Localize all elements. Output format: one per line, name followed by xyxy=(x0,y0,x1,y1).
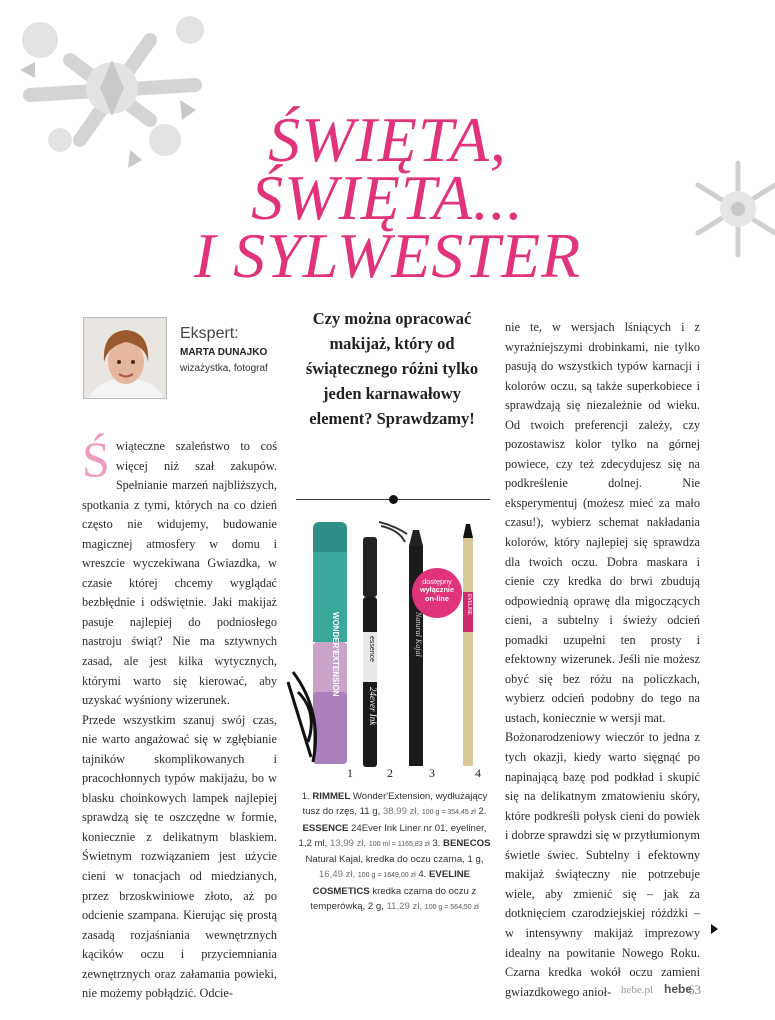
paragraph-1: wiąteczne szaleństwo to coś więcej niż szał zakupów. Spełnianie marzeń najbliższych, spotkania z tymi, których na co dzień często nie widujemy, budowanie magicznej atmosfery w domu i wreszcie wyczekiwana Gwiazdka, w czasie której chcemy wyglądać bezbłędnie i odświętnie. Jaki makijaż pasuje najlepiej do podniosłego nastroju świąt? Nie ma sztywnych zasad, ale jest kilka wytycznych, którymi warto się kierować, aby uzyskać wyśniony wizerunek. xyxy=(82,439,277,708)
badge-line-2: wyłącznie xyxy=(419,585,455,595)
product-number-1: 1 xyxy=(347,766,353,780)
caption-price-4: 11,29 zł, xyxy=(386,901,423,913)
article-column-3 xyxy=(505,318,700,1002)
product-number-2: 2 xyxy=(387,766,393,780)
lead-question: Czy można opracować makijaż, który od świątecznego różni tylko jeden karnawałowy element? Sprawdzamy! xyxy=(305,309,479,428)
product-caption xyxy=(296,789,493,915)
badge-line-1: dostępny xyxy=(422,577,452,586)
page-number: 63 xyxy=(688,982,701,997)
caption-n4: 4. xyxy=(418,869,427,881)
expert-name: MARTA DUNAJKO xyxy=(180,347,268,358)
rimmel-mascara xyxy=(313,522,347,764)
article-column-1 xyxy=(82,431,277,1004)
eveline-pencil xyxy=(463,524,473,766)
badge-line-3: on-line xyxy=(425,593,449,603)
essence-eyeliner xyxy=(363,537,378,767)
expert-photo xyxy=(83,317,167,399)
footer-brand: hebe xyxy=(664,982,693,996)
paragraph-2: Przede wszystkim szanuj swój czas, nie warto angażować się w zgłębianie tajników skomplikowanych i pracochłonnych typów makijażu, bo w blasku choinkowych lampek najlepiej sprawdzą się te oszczędne w formie, koniecznie z delikatnym blaskiem. Świetnym rozwiązaniem jest użycie cieni w tonacjach od miedzianych, przez brzoskwiniowe złoto, aż po odcienie szampana. Kierując się prostą zasadą rozjaśniania wewnętrznych kącików oczu i przyciemniania zewnętrznych oraz załamania powieki, nie możemy pobłądzić. Odcie- xyxy=(82,712,277,1001)
products-image xyxy=(283,512,493,784)
title-line-3: I SYLWESTER xyxy=(193,220,582,291)
caption-desc-1: Wonder'Extension, wydłużający tusz do rzęs, 11 g, xyxy=(302,791,488,818)
ink-label: 24ever Ink xyxy=(368,687,378,726)
caption-desc-4: kredka czarna do oczu z temperówką, 2 g, xyxy=(310,885,477,913)
essence-label: essence xyxy=(368,636,375,663)
caption-price-2: 13,99 zł, xyxy=(329,837,367,849)
caption-n1: 1. xyxy=(301,791,310,802)
paragraph-3: nie te, w wersjach lśniących i z wyraźniejszymi drobinkami, nie tylko pasują do wszystkich typów karnacji i kolorów oczu, są także superkobiece i sprawdzają się niezależnie od wieku. Od twoich preferencji zależy, czy pozostawisz kolor tylko na górnej powiece, czy też zdecydujesz się na podkreślenie dolnej. Nie eksperymentuj (możesz mieć za mało czasu!), wybierz schemat nakładania kolorów, który najlepiej się sprawdza dla twoich oczu. Dobra maskara i cienie czy kredka do brwi zbudują odpowiednią oprawę dla migoczących cieni, a subtelny i świeży odcień pomadki uzupełni ten prosty i efektowny wizerunek. Jeśli nie możesz obyć się bez różu na policzkach, wybierz odcień podobny do tego na ustach, koniecznie w wersji mat. xyxy=(505,320,700,725)
title-line-1: ŚWIĘTA, xyxy=(268,104,507,175)
benecos-label: Natural Kajal xyxy=(414,612,423,657)
caption-price-3: 16,49 zł, xyxy=(318,869,356,881)
paragraph-4: Bożonarodzeniowy wieczór to jedna z tych okazji, kiedy warto sięgnąć po napinającą bazę pod podkład i skupić się na delikatnym zmatowieniu skóry, które podkreśli połysk cieni do powiek i dobrze sprawdzi się w przytłumionym świetle świec. Subtelny i efektowny makijaż świąteczny nie potrzebuje wiele, aby zmienić się – jak za dotknięciem czarodziejskiej różdżki – w intensywny makijaż imprezowy idealny na powitanie Nowego Roku. Czarna kredka wokół oczu zamieni gwiazdkowego anioł- xyxy=(505,730,700,999)
rimmel-box-label: WONDER'EXTENSION xyxy=(331,612,340,697)
caption-price-1: 38,99 zł, xyxy=(382,806,420,818)
eveline-label: EVELINE xyxy=(466,594,472,616)
expert-role: wizażystka, fotograf xyxy=(180,363,268,374)
online-badge xyxy=(412,568,462,618)
caption-brand-4: EVELINE COSMETICS xyxy=(312,869,471,897)
caption-brand-3: BENECOS xyxy=(443,837,491,849)
continue-arrow-icon xyxy=(711,924,718,934)
lashes-swatch xyxy=(288,672,316,762)
caption-brand-2: ESSENCE xyxy=(302,822,349,834)
expert-label: Ekspert: xyxy=(180,325,239,342)
divider-dot xyxy=(389,495,398,504)
footer-site: hebe.pl xyxy=(621,984,654,996)
product-number-4: 4 xyxy=(475,766,481,780)
caption-unit-3: 100 g = 1649,00 zł xyxy=(357,872,416,880)
caption-unit-1: 100 g = 354,45 zł xyxy=(421,809,476,817)
title-line-2: ŚWIĘTA... xyxy=(251,162,524,233)
benecos-pencil xyxy=(409,530,423,766)
dropcap: Ś xyxy=(82,431,110,487)
caption-n2: 2. xyxy=(478,806,487,818)
caption-brand-1: RIMMEL xyxy=(312,791,351,802)
product-number-3: 3 xyxy=(429,766,435,780)
caption-unit-4: 100 g = 564,50 zł xyxy=(424,904,479,912)
caption-desc-2: 24Ever Ink Liner nr 01, eyeliner, 1,2 ml, xyxy=(298,822,487,849)
caption-desc-3: Natural Kajal, kredka do oczu czarna, 1 g, xyxy=(305,854,484,866)
caption-unit-2: 100 ml = 1165,83 zł xyxy=(368,840,430,848)
caption-n3: 3. xyxy=(432,837,441,849)
